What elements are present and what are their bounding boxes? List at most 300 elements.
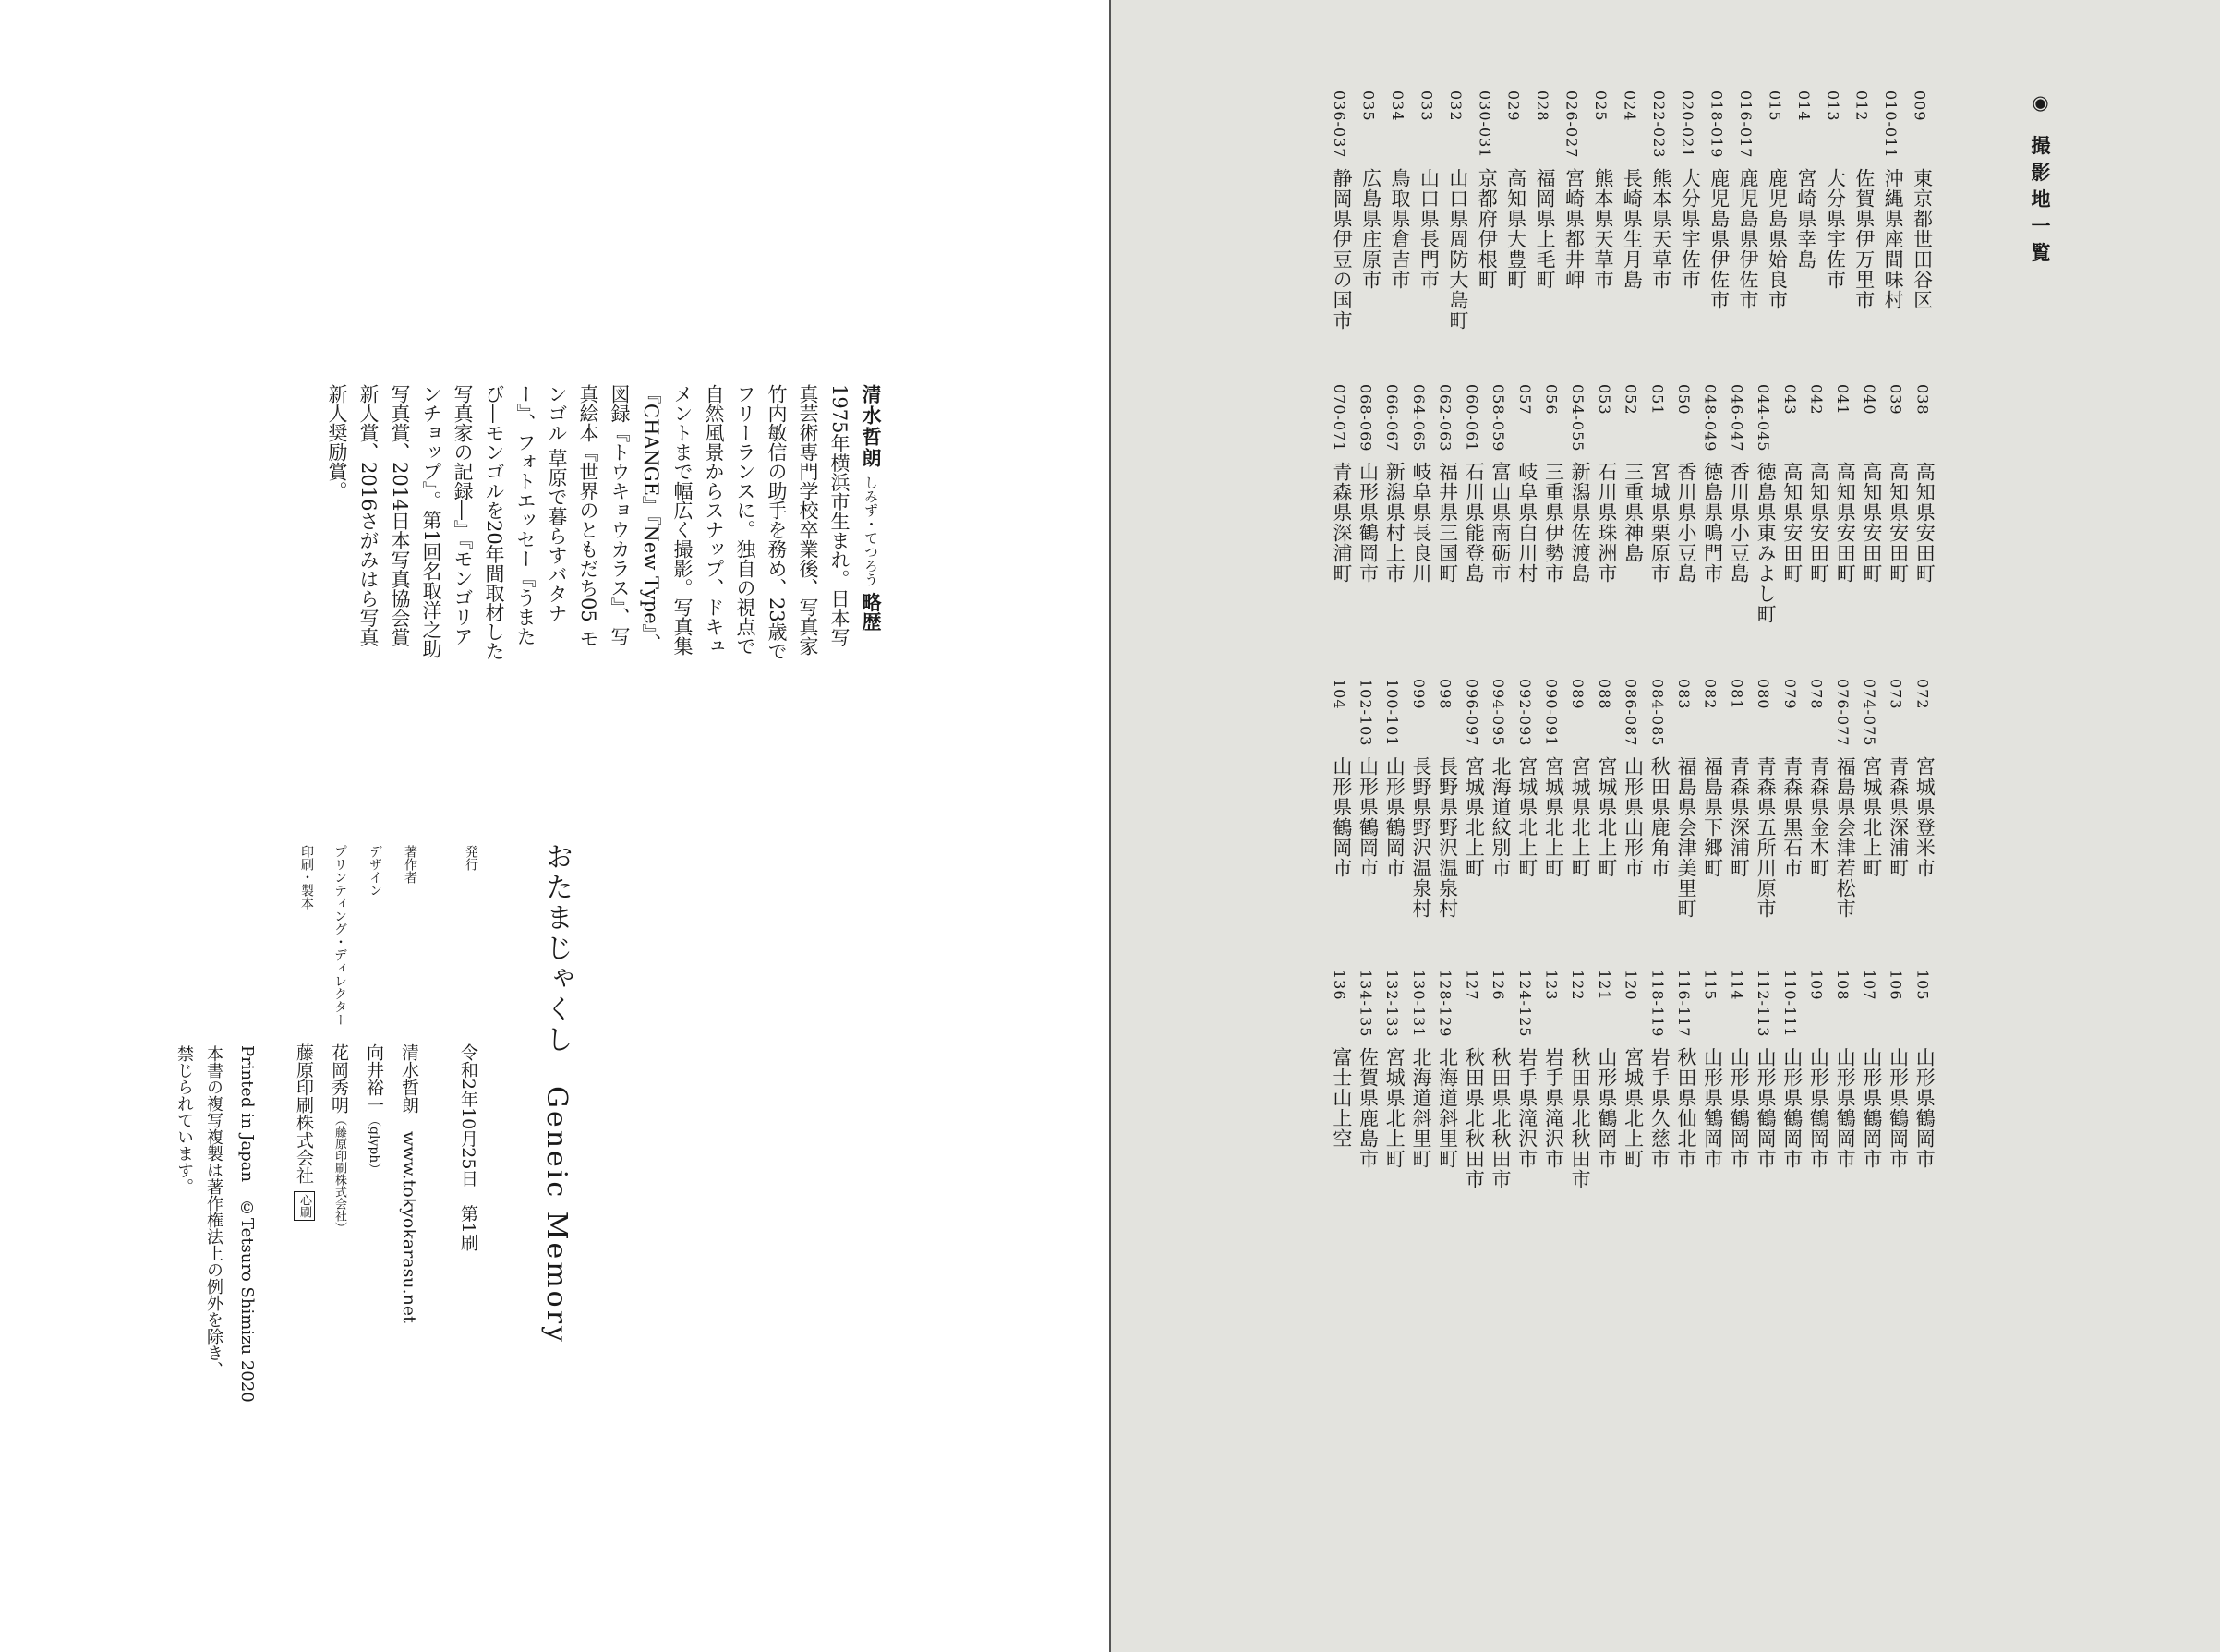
location-entry <box>1697 970 1724 1247</box>
place-name: 宮城県北上町 <box>1542 756 1565 878</box>
page-number: 115 <box>1701 970 1719 1001</box>
page-number: 024 <box>1621 90 1639 122</box>
place-name: 秋田県仙北市 <box>1674 1047 1697 1169</box>
place-name: 山形県鶴岡市 <box>1780 1047 1804 1169</box>
page-number: 066-067 <box>1383 384 1402 452</box>
location-entry <box>1883 970 1910 1247</box>
place-name: 富山県南砺市 <box>1490 462 1513 584</box>
page-number: 054-055 <box>1569 384 1587 452</box>
place-name: 新潟県佐渡島 <box>1569 462 1592 584</box>
location-entry <box>1671 970 1697 1247</box>
location-entry <box>1379 679 1406 956</box>
location-entry <box>1909 970 1936 1247</box>
location-entry <box>1432 384 1459 661</box>
location-entry <box>1353 679 1380 956</box>
place-name: 秋田県北秋田市 <box>1463 1047 1486 1189</box>
location-entry <box>1803 970 1829 1247</box>
place-name: 青森県深浦町 <box>1887 756 1910 878</box>
location-entry <box>1413 90 1442 368</box>
page-number: 130-131 <box>1409 970 1428 1038</box>
location-entry <box>1538 970 1564 1247</box>
page-number: 123 <box>1542 970 1561 1001</box>
page-number: 034 <box>1388 90 1406 122</box>
place-name: 長野県野沢温泉村 <box>1409 756 1432 919</box>
page-number: 092-093 <box>1515 679 1534 747</box>
place-name: 北海道斜里町 <box>1436 1047 1459 1169</box>
place-name: 宮城県北上町 <box>1569 756 1592 878</box>
page-number: 134-135 <box>1357 970 1375 1038</box>
page-number: 102-103 <box>1357 679 1375 747</box>
place-name: 石川県能登島 <box>1463 462 1486 584</box>
page-number: 088 <box>1595 679 1613 710</box>
place-name: 山形県鶴岡市 <box>1383 756 1406 878</box>
page-number: 079 <box>1780 679 1799 710</box>
page-number: 105 <box>1913 970 1932 1001</box>
page-number: 107 <box>1860 970 1878 1001</box>
page-number: 032 <box>1446 90 1465 122</box>
place-name: 長崎県生月島 <box>1621 168 1644 290</box>
place-name: 静岡県伊豆の国市 <box>1331 168 1354 331</box>
heading-marker: ◉ <box>2029 90 2052 121</box>
place-name: 石川県珠洲市 <box>1595 462 1618 584</box>
location-entry <box>1829 970 1856 1247</box>
bio-ruby: しみず・てつろう <box>863 475 879 586</box>
location-entry <box>1704 90 1732 368</box>
location-entry <box>1723 384 1750 661</box>
place-name: 青森県五所川原市 <box>1755 756 1778 919</box>
place-name: 山形県鶴岡市 <box>1728 1047 1751 1169</box>
location-entry <box>1750 679 1777 956</box>
place-name: 鳥取県倉吉市 <box>1388 168 1411 290</box>
location-entry <box>1442 90 1471 368</box>
place-name: 高知県安田町 <box>1887 462 1910 584</box>
location-entry <box>1326 970 1353 1247</box>
printing-director-name: 花岡秀明 <box>329 1043 349 1114</box>
place-name: 新潟県村上市 <box>1383 462 1406 584</box>
place-name: 秋田県北秋田市 <box>1569 1047 1592 1189</box>
location-entry <box>1458 970 1485 1247</box>
place-name: 青森県深浦町 <box>1728 756 1751 878</box>
place-name: 熊本県天草市 <box>1649 168 1672 290</box>
place-name: 福島県会津若松市 <box>1834 756 1857 919</box>
location-entry <box>1471 90 1500 368</box>
place-name: 山形県鶴岡市 <box>1357 462 1380 584</box>
location-entry <box>1564 970 1591 1247</box>
place-name: 高知県安田町 <box>1780 462 1804 584</box>
page-number: 124-125 <box>1515 970 1534 1038</box>
page-number: 114 <box>1728 970 1746 1001</box>
location-entry <box>1646 90 1674 368</box>
place-name: 宮城県登米市 <box>1913 756 1936 878</box>
place-name: 宮城県北上町 <box>1595 756 1618 878</box>
heading-text: 撮影地一覧 <box>2029 135 2052 270</box>
location-entry <box>1616 90 1645 368</box>
location-entry <box>1591 970 1618 1247</box>
location-entry <box>1326 384 1353 661</box>
place-name: 山形県鶴岡市 <box>1807 1047 1830 1169</box>
page-number: 068-069 <box>1357 384 1375 452</box>
location-entry <box>1618 384 1645 661</box>
page-number: 025 <box>1591 90 1610 122</box>
location-entry <box>1644 384 1671 661</box>
location-entry <box>1856 679 1883 956</box>
place-name: 宮城県栗原市 <box>1648 462 1671 584</box>
location-entry <box>1485 970 1512 1247</box>
author-label: 著作者 <box>403 845 417 884</box>
place-name: 福井県三国町 <box>1436 462 1459 584</box>
page-number: 051 <box>1648 384 1667 416</box>
place-name: 北海道紋別市 <box>1490 756 1513 878</box>
place-name: 福島県会津美里町 <box>1674 756 1697 919</box>
location-column-4 <box>1326 970 1936 1247</box>
place-name: 山形県鶴岡市 <box>1755 1047 1778 1169</box>
place-name: 宮城県北上町 <box>1622 1047 1645 1169</box>
location-entry <box>1618 970 1645 1247</box>
place-name: 東京都世田谷区 <box>1911 168 1934 310</box>
location-entry <box>1538 679 1564 956</box>
design-label: デザイン <box>368 845 382 897</box>
page-number: 050 <box>1674 384 1693 416</box>
page-number: 080 <box>1755 679 1773 710</box>
location-entry <box>1644 970 1671 1247</box>
place-name: 三重県伊勢市 <box>1542 462 1565 584</box>
place-name: 山形県鶴岡市 <box>1701 1047 1724 1169</box>
place-name: 宮城県北上町 <box>1515 756 1538 878</box>
page-number: 070-071 <box>1330 384 1348 452</box>
page-number: 048-049 <box>1701 384 1719 452</box>
page-number: 078 <box>1807 679 1826 710</box>
location-entry <box>1379 384 1406 661</box>
copy-notice-line-2: 禁じられています。 <box>175 1045 194 1195</box>
page-number: 046-047 <box>1728 384 1746 452</box>
place-name: 山形県山形市 <box>1622 756 1645 878</box>
page-number: 043 <box>1780 384 1799 416</box>
bio-name: 清水哲朗 <box>860 384 883 469</box>
place-name: 山形県鶴岡市 <box>1860 1047 1883 1169</box>
printer-name: 藤原印刷株式会社 <box>294 1043 314 1184</box>
place-name: 京都府伊根町 <box>1476 168 1499 290</box>
location-entry <box>1856 970 1883 1247</box>
location-entry <box>1732 90 1761 368</box>
location-entry <box>1559 90 1587 368</box>
location-entry <box>1671 384 1697 661</box>
place-name: 秋田県鹿角市 <box>1648 756 1671 878</box>
place-name: 佐賀県鹿島市 <box>1357 1047 1380 1169</box>
place-name: 大分県宇佐市 <box>1679 168 1702 290</box>
page-number: 090-091 <box>1542 679 1561 747</box>
location-entry <box>1777 970 1804 1247</box>
page-number: 132-133 <box>1383 970 1402 1038</box>
location-entry <box>1501 90 1529 368</box>
place-name: 鹿児島県姶良市 <box>1766 168 1789 310</box>
page-number: 118-119 <box>1648 970 1667 1038</box>
page-number: 060-061 <box>1463 384 1481 452</box>
location-entry <box>1591 679 1618 956</box>
page-number: 076-077 <box>1834 679 1852 747</box>
place-name: 徳島県鳴門市 <box>1701 462 1724 584</box>
location-entry <box>1803 384 1829 661</box>
place-name: 青森県黒石市 <box>1780 756 1804 878</box>
place-name: 宮崎県都井岬 <box>1562 168 1586 290</box>
location-entry <box>1564 679 1591 956</box>
location-entry <box>1512 384 1538 661</box>
place-name: 高知県安田町 <box>1860 462 1883 584</box>
bio-text: 1975年横浜市生まれ。日本写真芸術専門学校卒業後、写真家竹内敏信の助手を務め、23歳でフリーランスに。独自の視点で自然風景からスナップ、ドキュメントまで幅広く撮影。写真集『CHANGE』『New Type』、図録『トウキョウカラス』、写真絵本『世界のともだち05 モンゴル 草原で暮らすバタナー』、フォトエッセー『うまたび―モンゴルを20年間取材した写真家の記録―』『モンゴリアンチョップ』。第1回名取洋之助写真賞、2014日本写真協会賞新人賞、2016さがみはら写真新人奨励賞。 <box>326 384 851 661</box>
location-entry <box>1761 90 1790 368</box>
book-title: おたまじゃくし Geneic Memory <box>540 842 573 1345</box>
location-entry <box>1644 679 1671 956</box>
author-value: 清水哲朗 www.tokyokarasu.net <box>399 1043 419 1323</box>
author-biography <box>286 384 887 661</box>
place-name: 岩手県久慈市 <box>1648 1047 1671 1169</box>
page-number: 020-021 <box>1679 90 1697 159</box>
location-column-2 <box>1326 384 1936 661</box>
page-number: 058-059 <box>1490 384 1508 452</box>
print-label: 印刷・製本 <box>299 845 314 910</box>
place-name: 宮城県北上町 <box>1860 756 1883 878</box>
page-number: 028 <box>1534 90 1552 122</box>
place-name: 山口県長門市 <box>1418 168 1441 290</box>
location-entry <box>1907 90 1936 368</box>
page-number: 120 <box>1622 970 1640 1001</box>
location-entry <box>1384 90 1413 368</box>
place-name: 鹿児島県伊佐市 <box>1737 168 1760 310</box>
location-entry <box>1458 384 1485 661</box>
page-number: 010-011 <box>1882 90 1900 159</box>
location-entry <box>1723 679 1750 956</box>
page-number: 106 <box>1887 970 1905 1001</box>
page-number: 044-045 <box>1755 384 1773 452</box>
place-name: 佐賀県伊万里市 <box>1852 168 1876 310</box>
place-name: 秋田県北秋田市 <box>1490 1047 1513 1189</box>
place-name: 山形県鶴岡市 <box>1595 1047 1618 1169</box>
location-entry <box>1353 384 1380 661</box>
page-number: 014 <box>1794 90 1813 122</box>
design-value <box>362 1043 387 1176</box>
page-number: 030-031 <box>1476 90 1494 159</box>
location-entry <box>1432 970 1459 1247</box>
page-number: 012 <box>1852 90 1871 122</box>
location-entry <box>1750 970 1777 1247</box>
location-entry <box>1379 970 1406 1247</box>
location-entry <box>1777 679 1804 956</box>
location-entry <box>1723 970 1750 1247</box>
page-number: 084-085 <box>1648 679 1667 747</box>
place-name: 宮城県北上町 <box>1383 1047 1406 1169</box>
page-number: 013 <box>1824 90 1842 122</box>
page-number: 126 <box>1490 970 1508 1001</box>
location-entry <box>1512 970 1538 1247</box>
place-name: 青森県深浦町 <box>1330 462 1353 584</box>
page-number: 053 <box>1595 384 1613 416</box>
published-label: 発行 <box>464 845 478 871</box>
place-name: 香川県小豆島 <box>1674 462 1697 584</box>
location-entry <box>1432 679 1459 956</box>
page-number: 033 <box>1418 90 1436 122</box>
place-name: 熊本県天草市 <box>1591 168 1614 290</box>
page-number: 083 <box>1674 679 1693 710</box>
place-name: 山形県鶴岡市 <box>1330 756 1353 878</box>
page-number: 029 <box>1504 90 1523 122</box>
location-entry <box>1856 384 1883 661</box>
page-number: 110-111 <box>1780 970 1799 1038</box>
page-number: 036-037 <box>1331 90 1349 159</box>
location-entry <box>1909 384 1936 661</box>
left-page <box>0 0 1109 1652</box>
page-number: 016-017 <box>1737 90 1755 159</box>
page-number: 009 <box>1911 90 1929 122</box>
location-entry <box>1529 90 1558 368</box>
location-entry <box>1356 90 1384 368</box>
location-entry <box>1883 679 1910 956</box>
page-number: 082 <box>1701 679 1719 710</box>
location-entry <box>1849 90 1877 368</box>
page-number: 128-129 <box>1436 970 1454 1038</box>
page-number: 086-087 <box>1622 679 1640 747</box>
design-name: 向井裕一 <box>364 1043 384 1114</box>
place-name: 北海道斜里町 <box>1409 1047 1432 1169</box>
page-number: 040 <box>1860 384 1878 416</box>
copy-notice-line-1: 本書の複写複製は著作権法上の例外を除き、 <box>204 1045 223 1378</box>
page-number: 041 <box>1834 384 1852 416</box>
location-entry <box>1587 90 1616 368</box>
printing-director-label: プリンティング・ディレクター <box>332 845 347 1026</box>
design-note: （glyph） <box>367 1114 381 1176</box>
place-name: 福島県下郷町 <box>1701 756 1724 878</box>
page-number: 100-101 <box>1383 679 1402 747</box>
location-entry <box>1591 384 1618 661</box>
page-number: 018-019 <box>1707 90 1726 159</box>
page-number: 035 <box>1359 90 1378 122</box>
page-number: 116-117 <box>1674 970 1693 1038</box>
bio-heading: 略歴 <box>860 592 883 632</box>
page-number: 136 <box>1330 970 1348 1001</box>
page-number: 042 <box>1807 384 1826 416</box>
printer-mark: 心刷 <box>294 1191 315 1221</box>
location-entry <box>1485 679 1512 956</box>
place-name: 鹿児島県伊佐市 <box>1707 168 1731 310</box>
page-number: 096-097 <box>1463 679 1481 747</box>
place-name: 高知県大豊町 <box>1504 168 1527 290</box>
location-entry <box>1326 679 1353 956</box>
location-entry <box>1803 679 1829 956</box>
location-entry <box>1512 679 1538 956</box>
place-name: 長野県野沢温泉村 <box>1436 756 1459 919</box>
page-number: 127 <box>1463 970 1481 1001</box>
page-number: 094-095 <box>1490 679 1508 747</box>
location-entry <box>1538 384 1564 661</box>
location-entry <box>1485 384 1512 661</box>
page-number: 056 <box>1542 384 1561 416</box>
place-name: 福岡県上毛町 <box>1534 168 1557 290</box>
rights-line: Printed in Japan ©Tetsuro Shimizu 2020 <box>237 1045 257 1403</box>
location-entry <box>1697 679 1724 956</box>
page-number: 064-065 <box>1409 384 1428 452</box>
place-name: 高知県安田町 <box>1834 462 1857 584</box>
page-number: 052 <box>1622 384 1640 416</box>
location-entry <box>1353 970 1380 1247</box>
page-number: 081 <box>1728 679 1746 710</box>
place-name: 岩手県滝沢市 <box>1542 1047 1565 1169</box>
page-number: 057 <box>1515 384 1534 416</box>
page-number: 072 <box>1913 679 1932 710</box>
list-heading <box>2017 90 2054 269</box>
place-name: 富士山上空 <box>1330 1047 1353 1149</box>
place-name: 山形県鶴岡市 <box>1834 1047 1857 1169</box>
print-value <box>292 1043 317 1221</box>
location-entry <box>1458 679 1485 956</box>
place-name: 高知県安田町 <box>1913 462 1936 584</box>
page-number: 122 <box>1569 970 1587 1001</box>
location-entry <box>1750 384 1777 661</box>
place-name: 山形県鶴岡市 <box>1357 756 1380 878</box>
page-number: 099 <box>1409 679 1428 710</box>
place-name: 青森県金木町 <box>1807 756 1830 878</box>
place-name: 宮崎県幸島 <box>1794 168 1817 270</box>
location-entry <box>1674 90 1703 368</box>
location-entry <box>1406 384 1432 661</box>
place-name: 岩手県滝沢市 <box>1515 1047 1538 1169</box>
page-number: 108 <box>1834 970 1852 1001</box>
page-number: 089 <box>1569 679 1587 710</box>
page-number: 112-113 <box>1755 970 1773 1038</box>
place-name: 大分県宇佐市 <box>1824 168 1847 290</box>
location-entry <box>1791 90 1819 368</box>
page-number: 022-023 <box>1649 90 1668 159</box>
place-name: 広島県庄原市 <box>1359 168 1382 290</box>
page-number: 038 <box>1913 384 1932 416</box>
location-entry <box>1883 384 1910 661</box>
location-column-1 <box>1326 90 1936 368</box>
place-name: 山形県鶴岡市 <box>1913 1047 1936 1169</box>
printing-director-value <box>327 1043 352 1234</box>
page-number: 015 <box>1766 90 1784 122</box>
page-number: 109 <box>1807 970 1826 1001</box>
place-name: 高知県安田町 <box>1807 462 1830 584</box>
location-entry <box>1829 384 1856 661</box>
location-entry <box>1909 679 1936 956</box>
place-name: 宮城県北上町 <box>1463 756 1486 878</box>
location-entry <box>1819 90 1848 368</box>
location-entry <box>1406 679 1432 956</box>
place-name: 山形県鶴岡市 <box>1887 1047 1910 1169</box>
page-number: 039 <box>1887 384 1905 416</box>
page-number: 026-027 <box>1562 90 1581 159</box>
printing-director-note: （藤原印刷株式会社） <box>332 1114 346 1234</box>
location-column-3 <box>1326 679 1936 956</box>
place-name: 徳島県東みよし町 <box>1755 462 1778 624</box>
page-number: 098 <box>1436 679 1454 710</box>
place-name: 香川県小豆島 <box>1728 462 1751 584</box>
location-entry <box>1564 384 1591 661</box>
place-name: 岐阜県白川村 <box>1515 462 1538 584</box>
location-entry <box>1406 970 1432 1247</box>
location-entry <box>1829 679 1856 956</box>
place-name: 沖縄県座間味村 <box>1882 168 1905 310</box>
page-number: 104 <box>1330 679 1348 710</box>
location-entry <box>1618 679 1645 956</box>
location-entry <box>1777 384 1804 661</box>
location-entry <box>1326 90 1355 368</box>
page-number: 074-075 <box>1860 679 1878 747</box>
page-number: 062-063 <box>1436 384 1454 452</box>
place-name: 岐阜県長良川 <box>1409 462 1432 584</box>
location-entry <box>1671 679 1697 956</box>
location-entry <box>1697 384 1724 661</box>
published-value: 令和2年10月25日 第1刷 <box>458 1043 478 1251</box>
place-name: 山口県周防大島町 <box>1446 168 1469 331</box>
place-name: 三重県神島 <box>1622 462 1645 563</box>
